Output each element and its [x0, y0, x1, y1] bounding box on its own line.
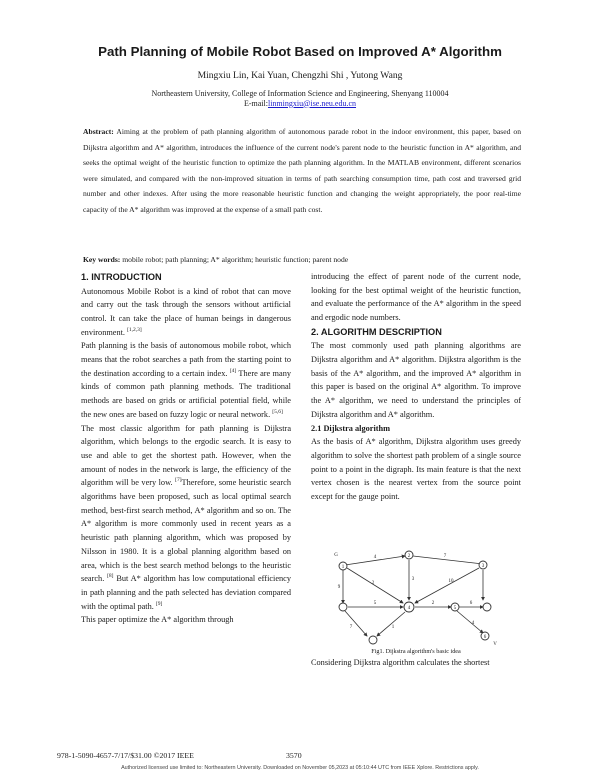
- page-number: 3570: [286, 751, 302, 760]
- affiliation: Northeastern University, College of Information Science and Engineering, Shenyang 110004: [151, 89, 449, 98]
- edge-weight: 4: [373, 555, 377, 560]
- dijkstra-graph-figure: [333, 548, 498, 648]
- edge-weight: 5: [373, 601, 377, 606]
- intro-paragraph-4: This paper optimize the A* algorithm through: [81, 615, 234, 625]
- edge-weight: 2: [431, 601, 435, 606]
- abstract: [83, 124, 521, 218]
- graph-node: [483, 603, 491, 611]
- node-label: 4: [407, 606, 411, 611]
- citation[interactable]: [1,2,3]: [127, 326, 142, 333]
- edge-weight: 4: [471, 621, 475, 626]
- keywords-label: Key words:: [83, 255, 121, 264]
- graph-edge: [457, 611, 483, 633]
- introduction-heading: 1. INTRODUCTION: [81, 272, 162, 282]
- dijkstra-paragraph-2: Considering Dijkstra algorithm calculates the shortest: [311, 658, 490, 667]
- email-label: E-mail:: [243, 98, 268, 108]
- figure-caption: Fig1. Dijkstra algorithm's basic idea: [371, 648, 461, 655]
- author-list: Mingxiu Lin, Kai Yuan, Chengzhi Shi , Yutong Wang: [197, 70, 403, 81]
- email-line: [0, 99, 600, 109]
- graph-node: [369, 636, 377, 644]
- algorithm-heading: 2. ALGORITHM DESCRIPTION: [311, 326, 442, 337]
- intro-paragraph-2: Path planning is the basis of autonomous mobile robot, which means that the robot searches a path from the starting point to the destination according to a certain index. [4] There are many kinds of common path planning methods. The traditional methods are based on grids or artificial potential field, while the new ones are based on fuzzy logic or neural network. [5,6]: [81, 341, 291, 419]
- edge-weight: 7: [349, 625, 353, 630]
- paper-title: Path Planning of Mobile Robot Based on Improved A* Algorithm: [98, 44, 502, 59]
- copyright-line: 978-1-5090-4657-7/17/$31.00 ©2017 IEEE: [57, 751, 194, 760]
- edge-weight: 10: [448, 579, 454, 584]
- edge-weight: 1: [391, 625, 395, 630]
- dijkstra-subheading: 2.1 Dijkstra algorithm: [311, 423, 391, 433]
- edge-weight: 3: [411, 577, 415, 582]
- graph-edge: [345, 611, 367, 636]
- node-label: 5: [453, 606, 457, 611]
- citation[interactable]: [9]: [155, 600, 163, 607]
- citation[interactable]: [7]: [175, 477, 182, 484]
- edge-weight: 2: [371, 581, 375, 586]
- abstract-label: Abstract:: [83, 127, 114, 136]
- node-label: 1: [341, 565, 345, 570]
- graph-edge: [415, 568, 479, 603]
- citation[interactable]: [4]: [229, 367, 237, 374]
- affiliation-block: [0, 89, 600, 108]
- graph-node: [339, 603, 347, 611]
- graph-edge: [377, 612, 405, 636]
- edge-weight: 7: [443, 554, 447, 559]
- abstract-text: Aiming at the problem of path planning algorithm of autonomous parade robot in the indoor environment, this paper, based on Dijkstra algorithm and A* algorithm, introduces the influence of the current node's parent node to the heuristic function in A* algorithm, and seeks the optimal weight of the heuristic function to optimize the path planning algorithm. In the MATLAB environment, different scenarios were simulated, and compared with the non-improved situation in terms of path searching consumption time, path cost and traversed grid number and other indexes. After using the more reasonable heuristic function and changing the weight appropriately, the poor real-time capacity of the A* algorithm was improved at the expense of a small path cost.: [83, 127, 521, 214]
- algorithm-paragraph: The most commonly used path planning algorithms are Dijkstra algorithm and A* algorithm. Dijkstra algorithm is the basis of the A* algorithm, and the improved A* algorithm in this paper is based on the original A* algorithm. To improve the A* algorithm, we need to understand the principles of Dijkstra algorithm and A* algorithm.: [311, 341, 521, 419]
- graph-corner-label: V: [493, 642, 497, 647]
- right-column: [311, 270, 521, 504]
- keywords-text: mobile robot; path planning; A* algorithm; heuristic function; parent node: [122, 255, 349, 264]
- citation[interactable]: [5,6]: [272, 409, 283, 416]
- graph-edges: [343, 556, 483, 636]
- edge-weight: 9: [337, 585, 341, 590]
- graph-corner-label: G: [334, 553, 338, 558]
- node-label: 6: [483, 635, 487, 640]
- intro-paragraph-1: Autonomous Mobile Robot is a kind of robot that can move and carry out the task through the sensors without artificial control. It can take the place of human beings in dangerous environment. [1,2,3]: [81, 286, 291, 337]
- intro-paragraph-3: The most classic algorithm for path planning is Dijkstra algorithm, which belongs to the ergodic search. It is easy to use and able to get the shortest path. However, when the amount of nodes in the network is large, the efficiency of the algorithm will be very low. [7]Therefore, some heuristic search algorithms have been proposed, such as local optimal search method, best-first search method, A* algorithm and so on. The A* algorithm is more commonly used in recent years as a heuristic path planning algorithm, which was proposed by Nilsson in 1980. It is a global planning algorithm based on area, which is the best search method belongs to the heuristic search. [8] But A* algorithm has low computational efficiency in path planning and the path selected has deviation compared with the optimal path. [9]: [81, 423, 292, 611]
- left-column: [81, 270, 291, 627]
- graph-edge: [347, 568, 403, 603]
- node-label: 2: [407, 554, 411, 559]
- license-notice: Authorized licensed use limited to: Northeastern University. Downloaded on November 05,2023 at 05:10:44 UTC from IEEE Xplore. Restrictions apply.: [121, 765, 479, 771]
- dijkstra-paragraph: As the basis of A* algorithm, Dijkstra algorithm uses greedy algorithm to solve the shortest path problem of a single source point to a point in the digraph. Its main feature is that the next vertex chosen is the nearest vertex from the source point except for the gauge point.: [311, 437, 521, 502]
- keywords: [83, 254, 521, 266]
- node-label: 3: [481, 564, 485, 569]
- edge-weight: 6: [469, 601, 473, 606]
- citation[interactable]: [8]: [107, 573, 114, 580]
- right-column-continued: [311, 656, 521, 670]
- graph-edge: [413, 556, 483, 564]
- intro-paragraph-5: introducing the effect of parent node of the current node, looking for the best optimal weight of the heuristic function, and evaluate the performance of the A* algorithm in the speed and ergodic node numbers.: [311, 272, 521, 323]
- email-link[interactable]: linmingxiu@ise.neu.edu.cn: [267, 98, 357, 108]
